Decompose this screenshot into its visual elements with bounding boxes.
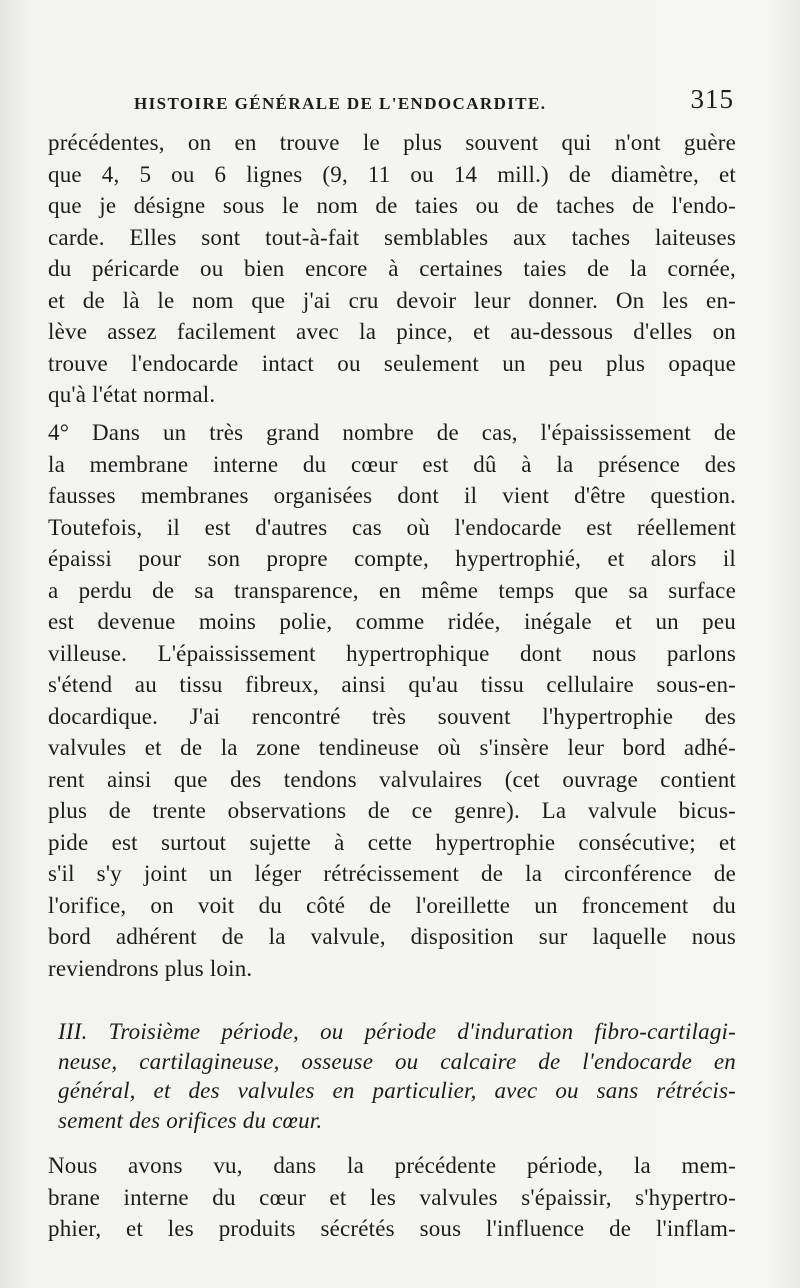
text-line: que 4, 5 ou 6 lignes (9, 11 ou 14 mill.) de diamètre, et (48, 161, 736, 187)
text-line: neuse, cartilagineuse, osseuse ou calcaire de l'endocarde en (58, 1048, 736, 1074)
page-header (50, 84, 740, 124)
text-line: pide est surtout sujette à cette hypertrophie consécutive; et (48, 829, 736, 855)
text-line: brane interne du cœur et les valvules s'épaissir, s'hypertro- (48, 1184, 736, 1210)
text-line: bord adhérent de la valvule, disposition sur laquelle nous (48, 924, 736, 949)
text-line: Toutefois, il est d'autres cas où l'endocarde est réellement (48, 514, 736, 540)
section-heading (58, 1017, 736, 1135)
text-line: Nous avons vu, dans la précédente période, la mem- (48, 1153, 736, 1178)
text-line: 4° Dans un très grand nombre de cas, l'épaississement de (48, 420, 736, 445)
text-line: carde. Elles sont tout-à-fait semblables aux taches laiteuses (48, 224, 736, 250)
text-line: la membrane interne du cœur est dû à la présence des (48, 451, 736, 477)
text-line: s'il s'y joint un léger rétrécissement de la circonférence de (48, 861, 736, 886)
text-line: est devenue moins polie, comme ridée, inégale et un peu (48, 609, 736, 634)
text-line: docardique. J'ai rencontré très souvent l'hypertrophie des (48, 703, 736, 729)
text-line: fausses membranes organisées dont il vient d'être question. (48, 483, 736, 508)
paragraph-1 (48, 127, 736, 411)
text-line: reviendrons plus loin. (48, 955, 253, 981)
text-line: valvules et de la zone tendineuse où s'insère leur bord adhé- (48, 735, 736, 760)
paragraph-3 (48, 1150, 736, 1245)
text-line: phier, et les produits sécrétés sous l'influence de l'inflam- (48, 1216, 736, 1241)
text-line: et de là le nom que j'ai cru devoir leur donner. On les en- (48, 287, 736, 313)
text-line: III. Troisième période, ou période d'induration fibro-cartilagi- (58, 1019, 736, 1044)
text-line: s'étend au tissu fibreux, ainsi qu'au tissu cellulaire sous-en- (48, 672, 736, 697)
text-line: précédentes, on en trouve le plus souvent qui n'ont guère (48, 130, 736, 155)
text-line: villeuse. L'épaississement hypertrophique dont nous parlons (48, 640, 736, 666)
text-line: épaissi pour son propre compte, hypertrophié, et alors il (48, 546, 736, 571)
text-line: rent ainsi que des tendons valvulaires (cet ouvrage contient (48, 766, 736, 792)
text-line: du péricarde ou bien encore à certaines taies de la cornée, (48, 256, 736, 281)
text-line: plus de trente observations de ce genre). La valvule bicus- (48, 798, 736, 823)
text-line: lève assez facilement avec la pince, et au-dessous d'elles on (48, 319, 736, 344)
text-line: a perdu de sa transparence, en même temps que sa surface (48, 577, 736, 603)
paragraph-2 (48, 417, 736, 984)
text-line: qu'à l'état normal. (48, 382, 216, 407)
text-line: trouve l'endocarde intact ou seulement un peu plus opaque (48, 350, 736, 376)
text-line: général, et des valvules en particulier, avec ou sans rétrécis- (58, 1078, 736, 1103)
text-line: que je désigne sous le nom de taies ou de taches de l'endo- (48, 193, 736, 218)
text-line: l'orifice, on voit du côté de l'oreillette un froncement du (48, 892, 736, 918)
text-line: sement des orifices du cœur. (58, 1107, 323, 1133)
page-number: 315 (690, 84, 734, 114)
running-head: HISTOIRE GÉNÉRALE DE L'ENDOCARDITE. (134, 94, 547, 113)
